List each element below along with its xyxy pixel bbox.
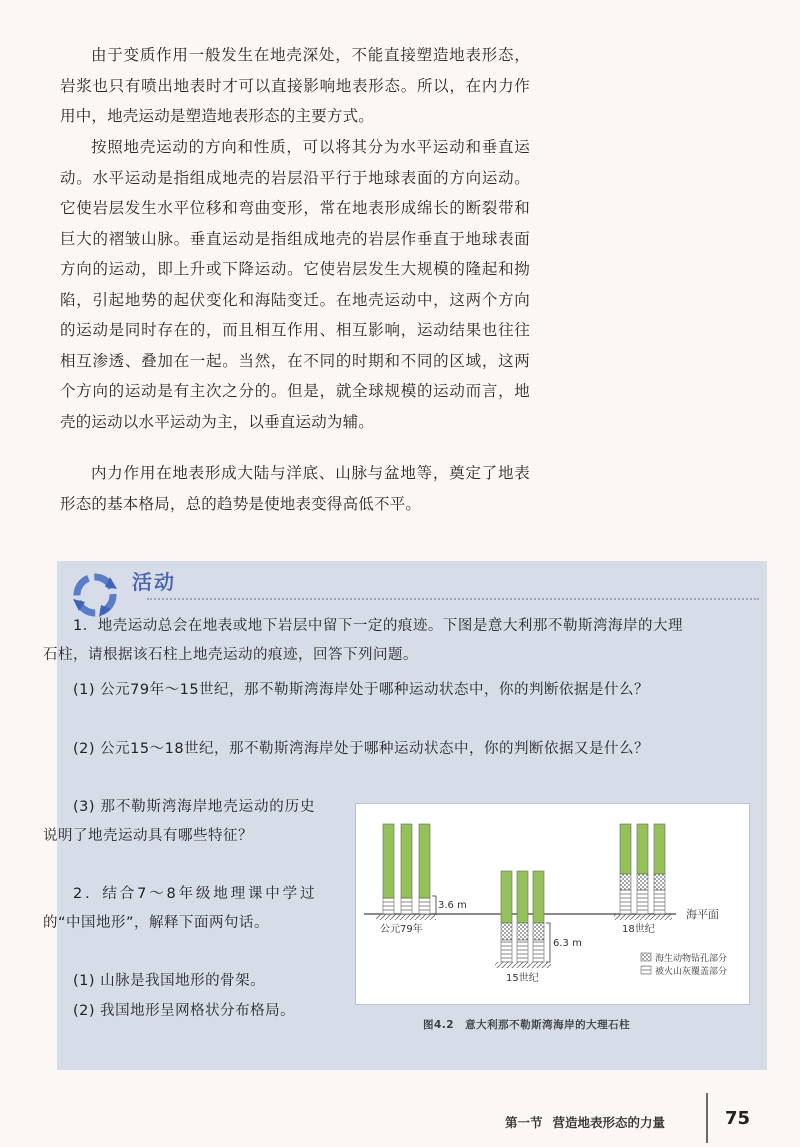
column-79-3 <box>419 824 430 898</box>
page-number: 75 <box>725 1108 751 1129</box>
activity-title: 活动 <box>132 570 176 594</box>
label-ad79: 公元79年 <box>380 924 423 935</box>
legend-bored-swatch <box>641 953 651 961</box>
dim-3-6: 3.6 m <box>438 900 467 911</box>
legend-bored: 海生动物钻孔部分 <box>655 954 728 964</box>
figure-svg <box>356 804 749 1004</box>
ground-18 <box>614 914 672 920</box>
ground-79 <box>376 914 436 920</box>
figure-marble-columns <box>355 803 750 1005</box>
body-paragraph-2: 按照地壳运动的方向和性质，可以将其分为水平运动和垂直运动。水平运动是指组成地壳的岩层沿平行于地球表面的方向运动。它使岩层发生水平位移和弯曲变形，常在地表形成绵长的断裂带和巨大的褶皱山脉。垂直运动是指组成地壳的岩层作垂直于地球表面方向的运动，即上升或下降运动。它使岩层发生大规模的隆起和拗陷，引起地势的起伏变化和海陆变迁。在地壳运动中，这两个方向的运动是同时存在的，而且相互作用、相互影响，运动结果也往往相互渗透、叠加在一起。当然，在不同的时期和不同的区域，这两个方向的运动是有主次之分的。但是，就全球规模的运动而言，地壳的运动以水平运动为主，以垂直运动为辅。 <box>60 138 530 431</box>
column-15-1 <box>501 871 512 923</box>
ground-15 <box>495 962 551 968</box>
figure-legend <box>641 952 727 977</box>
column-15-3 <box>533 871 544 923</box>
footer-section: 第一节 <box>505 1115 543 1130</box>
figure-caption: 图4.2 意大利那不勒斯湾海岸的大理石柱 <box>423 1019 631 1031</box>
question-1-3: (3) 那不勒斯湾海岸地壳运动的历史说明了地壳运动具有哪些特征？ <box>43 799 315 844</box>
column-15-2 <box>517 871 528 923</box>
legend-ash-swatch <box>641 966 651 974</box>
question-2-1: (1) 山脉是我国地形的骨架。 <box>73 973 266 989</box>
sea-level-label: 海平面 <box>686 908 719 921</box>
column-group-ad79 <box>376 824 467 935</box>
question-2: 2．结合7～8年级地理课中学过的“中国地形”，解释下面两句话。 <box>43 886 315 931</box>
footer-chapter-title: 营造地表形态的力量 <box>552 1115 666 1130</box>
footer-divider <box>706 1093 708 1143</box>
column-group-18c <box>614 824 672 935</box>
column-18-1 <box>620 824 631 874</box>
question-1: 1．地壳运动总会在地表或地下岩层中留下一定的痕迹。下图是意大利那不勒斯湾海岸的大理石柱，请根据该石柱上地壳运动的痕迹，回答下列问题。 <box>43 618 683 663</box>
column-group-15c <box>495 871 582 984</box>
label-18c: 18世纪 <box>622 924 655 935</box>
question-1-1: (1) 公元79年～15世纪，那不勒斯湾海岸处于哪种运动状态中，你的判断依据是什么？ <box>73 682 650 698</box>
question-1-2: (2) 公元15～18世纪，那不勒斯湾海岸处于哪种运动状态中，你的判断依据又是什么？ <box>73 741 650 757</box>
column-79-2 <box>401 824 412 898</box>
legend-ash: 被火山灰覆盖部分 <box>655 967 728 977</box>
dim-6-3: 6.3 m <box>553 938 582 949</box>
body-paragraph-1: 由于变质作用一般发生在地壳深处，不能直接塑造地表形态，岩浆也只有喷出地表时才可以直接影响地表形态。所以，在内力作用中，地壳运动是塑造地表形态的主要方式。 <box>60 46 530 125</box>
column-18-2 <box>637 824 648 874</box>
body-paragraph-3: 内力作用在地表形成大陆与洋底、山脉与盆地等，奠定了地表形态的基本格局，总的趋势是使地表变得高低不平。 <box>60 464 530 513</box>
question-2-2: (2) 我国地形呈网格状分布格局。 <box>73 1003 296 1019</box>
column-18-3 <box>654 824 665 874</box>
label-15c: 15世纪 <box>506 973 539 984</box>
footer-title <box>505 1113 665 1131</box>
activity-divider <box>147 598 759 600</box>
column-79-1 <box>383 824 394 898</box>
